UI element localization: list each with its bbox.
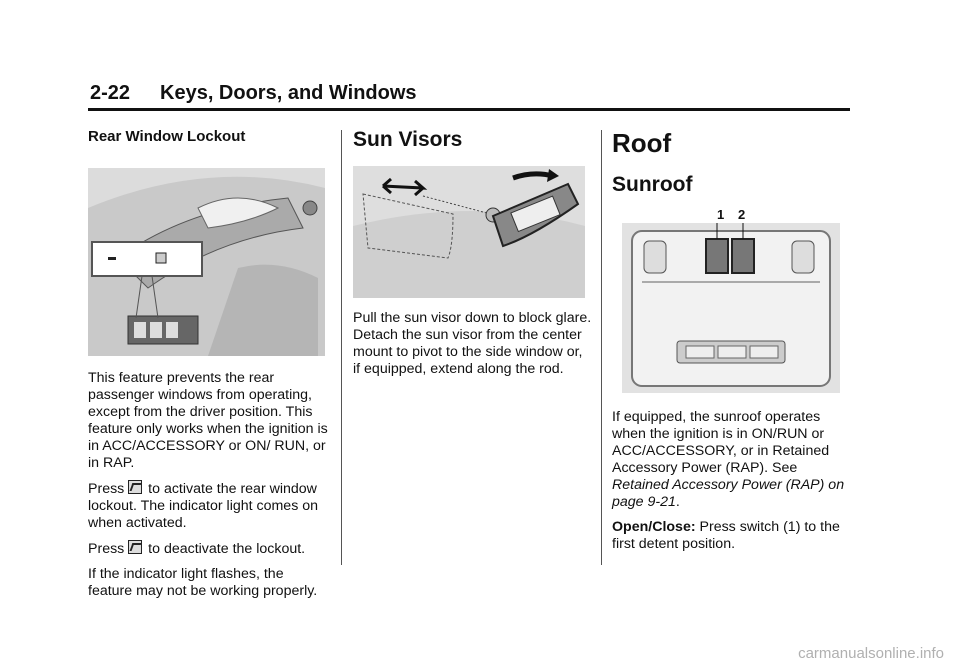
page-number: 2-22 [90,82,131,104]
paragraph [88,540,330,558]
text: Press [88,541,125,557]
sub-heading: Sunroof [612,173,693,196]
column-sun-visors [353,128,593,386]
text: If equipped, the sunroof operates when the ignition is in ON/RUN or ACC/ACCESSORY, or in Retained Accessory Power (RAP). See [612,409,830,476]
sunroof-console-drawing [622,223,840,393]
lead-in: Open/Close: [612,519,696,535]
page-header [88,82,850,111]
watermark: carmanualsonline.info [798,645,944,662]
sunroof-illustration-wrap [612,207,840,393]
sun-visor-drawing [353,166,585,298]
paragraph: Pull the sun visor down to block glare. Detach the sun visor from the center mount to pivot to the side window or, if equipped, extend along the rod. [353,310,592,377]
window-lockout-icon [128,480,142,494]
paragraph [88,480,330,532]
column-rear-window-lockout [88,128,330,608]
section-heading: Rear Window Lockout [88,128,246,145]
callout-label-2: 2 [738,207,746,222]
door-lockout-drawing [88,168,325,356]
column-roof [612,128,847,561]
paragraph: If the indicator light flashes, the feature may not be working properly. [88,566,318,599]
text: Press [88,481,125,497]
column-divider [601,130,602,565]
text: . [675,494,680,510]
door-lockout-illustration [88,168,325,356]
section-heading: Roof [612,128,672,158]
paragraph: This feature prevents the rear passenger windows from operating, except from the driver position. This feature only works when the ignition is in ACC/ACCESSORY or ON/ RUN, or in RAP. [88,370,328,471]
sunroof-console-illustration [622,223,840,393]
paragraph [612,519,847,553]
column-divider [341,130,342,565]
chapter-title: Keys, Doors, and Windows [160,82,417,104]
section-heading: Sun Visors [353,128,463,151]
text: Press switch (1) to the first detent position. [612,519,840,552]
text: to deactivate the lockout. [148,541,306,557]
window-lockout-icon [128,540,142,554]
sun-visor-illustration [353,166,585,298]
callout-label-1: 1 [717,207,725,222]
paragraph [612,409,847,511]
cross-reference-link[interactable]: Retained Accessory Power (RAP) on page 9-21 [612,477,845,510]
text: to activate the rear window lockout. The indicator light comes on when activated. [88,481,319,531]
